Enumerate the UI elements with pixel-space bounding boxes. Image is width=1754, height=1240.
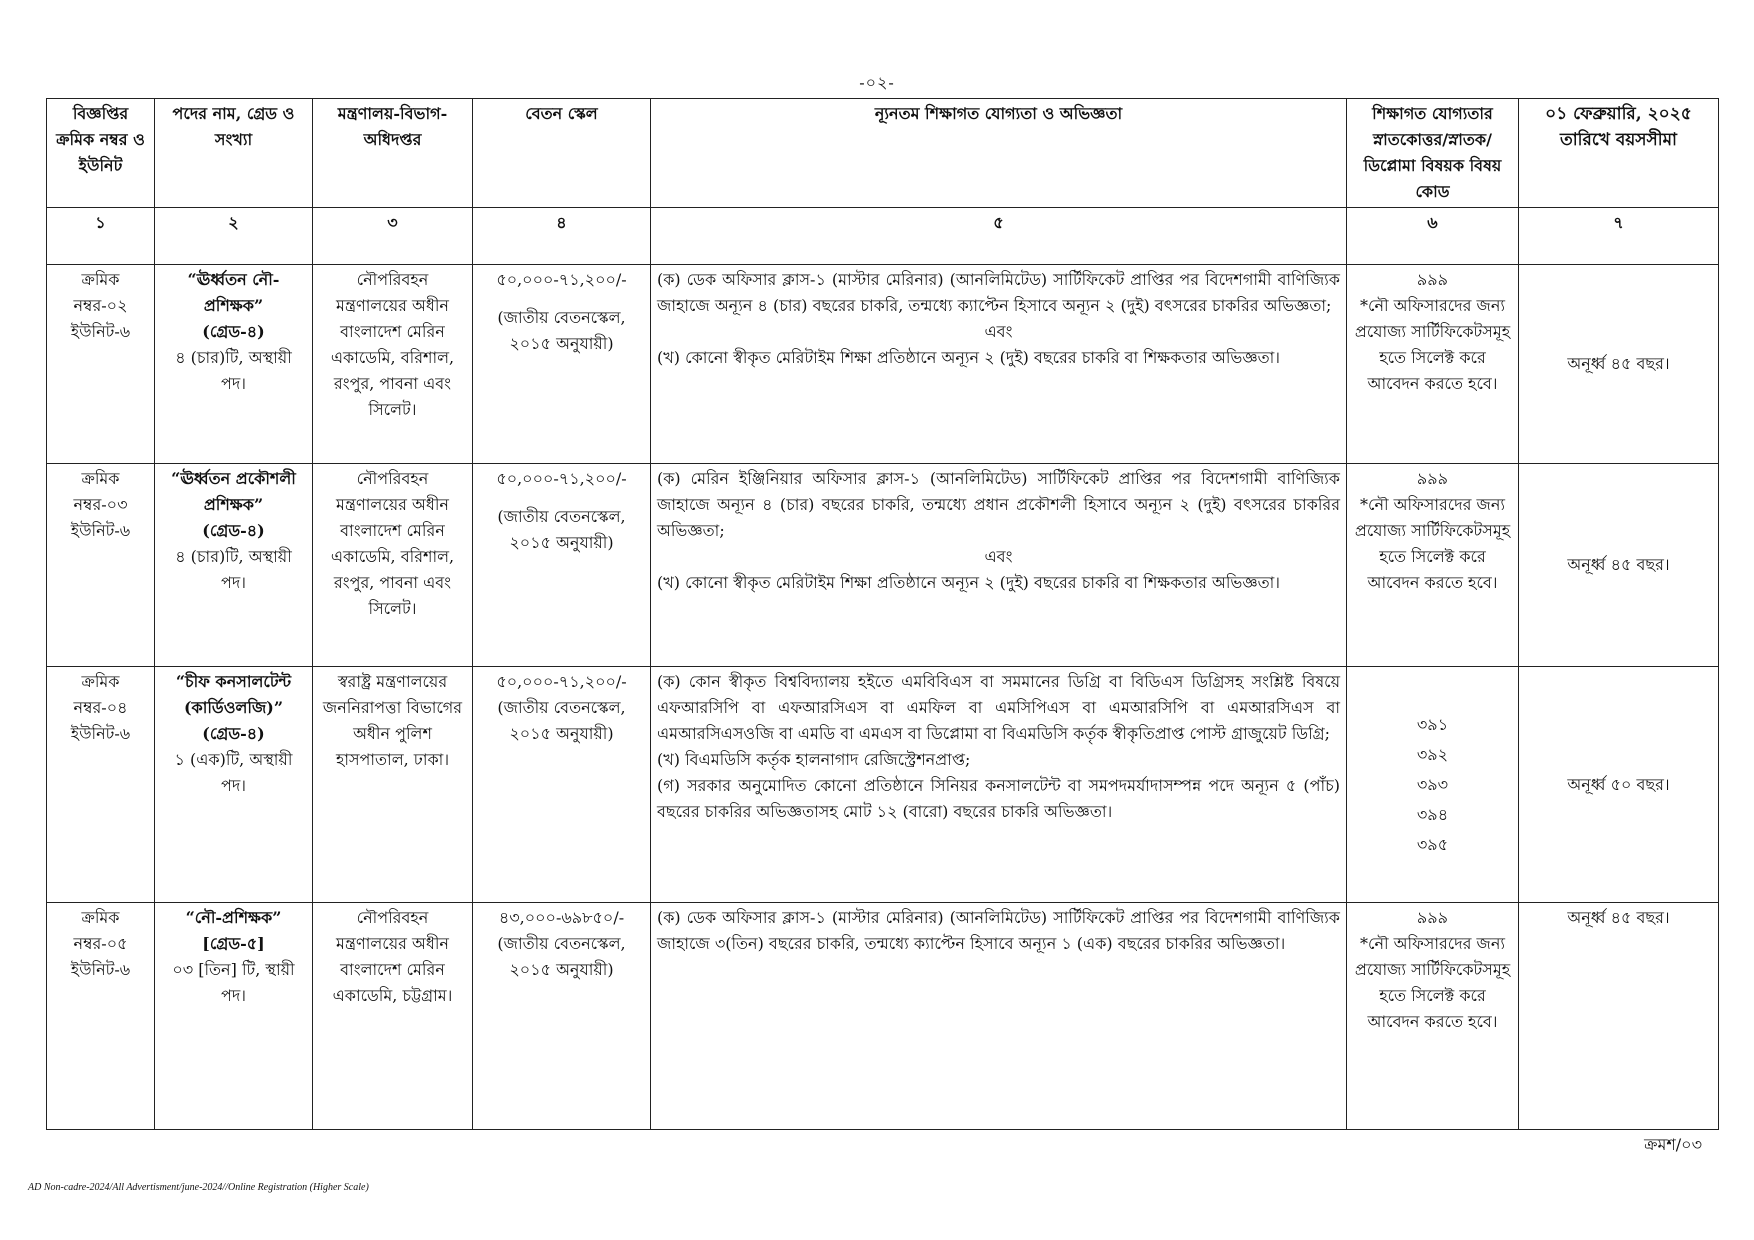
qualification-a: (ক) ডেক অফিসার ক্লাস-১ (মাস্টার মেরিনার) (আনলিমিটেড) সার্টিফিকেট প্রাপ্তির পর বিদেশগামী বাণিজ্যিক জাহাজে ৩(তিন) বছরের চাকরি, তন্মধ্যে ক্যাপ্টেন হিসাবে অন্যূন ১ (এক) বছরের চাকরির অভিজ্ঞতা।: [657, 908, 1340, 953]
subject-code: ৩৯২: [1416, 744, 1449, 764]
subject-code-note: *নৌ অফিসারদের জন্য প্রযোজ্য সার্টিফিকেটসমূহ হতে সিলেক্ট করে আবেদন করতে হবে।: [1354, 934, 1511, 1031]
header-post: পদের নাম, গ্রেড ও সংখ্যা: [155, 99, 313, 208]
column-number: ৪: [473, 208, 651, 265]
table-row: [47, 903, 1719, 1130]
qualification-b: (খ) কোনো স্বীকৃত মেরিটাইম শিক্ষা প্রতিষ্ঠানে অন্যূন ২ (দুই) বছরের চাকরি বা শিক্ষকতার অভিজ্ঞতা।: [657, 348, 1281, 367]
subject-code-cell: [1347, 667, 1519, 903]
subject-code-cell: [1347, 903, 1519, 1130]
qualification-and: এবং: [984, 547, 1013, 566]
post-cell: [155, 667, 313, 903]
header-qualification: ন্যূনতম শিক্ষাগত যোগ্যতা ও অভিজ্ঞতা: [651, 99, 1347, 208]
pay-cell: [473, 464, 651, 667]
age-limit-cell: অনূর্ধ্ব ৪৫ বছর।: [1519, 265, 1719, 464]
header-subject-code: শিক্ষাগত যোগ্যতার স্নাতকোত্তর/স্নাতক/ ডিপ্লোমা বিষয়ক বিষয় কোড: [1347, 99, 1519, 208]
post-title: “চীফ কনসালটেন্ট (কার্ডিওলজি)”: [175, 672, 292, 717]
qualification-c: (গ) সরকার অনুমোদিত কোনো প্রতিষ্ঠানে সিনিয়র কনসালটেন্ট বা সমপদমর্যাদাসম্পন্ন পদে অন্যূন ৫ (পাঁচ) বছরের চাকরির অভিজ্ঞতাসহ মোট ১২ (বারো) বছরের চাকরি অভিজ্ঞতা।: [657, 776, 1340, 821]
subject-code: ৩৯৪: [1416, 804, 1449, 824]
age-limit-cell: অনূর্ধ্ব ৪৫ বছর।: [1519, 903, 1719, 1130]
post-cell: [155, 265, 313, 464]
column-number: ১: [47, 208, 155, 265]
pay-note: (জাতীয় বেতনস্কেল, ২০১৫ অনুযায়ী): [497, 934, 626, 979]
subject-code: ৩৯৫: [1416, 834, 1449, 854]
column-number: ৫: [651, 208, 1347, 265]
qualification-cell: [651, 464, 1347, 667]
post-grade: (গ্রেড-৪): [202, 521, 265, 540]
column-number: ৩: [313, 208, 473, 265]
pay-note: (জাতীয় বেতনস্কেল, ২০১৫ অনুযায়ী): [497, 507, 626, 552]
subject-code: ৯৯৯: [1416, 469, 1449, 488]
qualification-a: (ক) কোন স্বীকৃত বিশ্ববিদ্যালয় হইতে এমবিবিএস বা সমমানের ডিগ্রি বা বিডিএস ডিগ্রিসহ সংশ্লিষ্ট বিষয়ে এফআরসিপি বা এফআরসিএস বা এমফিল বা এমসিপিএস বা এমআরসিপি বা এমআরসিএস বা এমআরসিএসওজি বা এমডি বা এমএস বা ডিপ্লোমা বা বিএমডিসি কর্তৃক স্বীকৃতিপ্রাপ্ত পোস্ট গ্রাজুয়েট ডিগ্রি;: [657, 672, 1340, 743]
subject-code: ৩৯১: [1416, 714, 1449, 734]
ministry-cell: নৌপরিবহন মন্ত্রণালয়ের অধীন বাংলাদেশ মেরিন একাডেমি, চট্টগ্রাম।: [313, 903, 473, 1130]
qualification-a: (ক) ডেক অফিসার ক্লাস-১ (মাস্টার মেরিনার) (আনলিমিটেড) সার্টিফিকেট প্রাপ্তির পর বিদেশগামী বাণিজ্যিক জাহাজে অন্যূন ৪ (চার) বছরের চাকরি, তন্মধ্যে ক্যাপ্টেন হিসাবে অন্যূন ২ (দুই) বৎসরের চাকরির অভিজ্ঞতা;: [657, 270, 1340, 315]
serial-cell: ক্রমিক নম্বর-০২ ইউনিট-৬: [47, 265, 155, 464]
post-count: ৪ (চার)টি, অস্থায়ী পদ।: [175, 547, 292, 592]
qualification-cell: [651, 903, 1347, 1130]
qualification-a: (ক) মেরিন ইঞ্জিনিয়ার অফিসার ক্লাস-১ (আনলিমিটেড) সার্টিফিকেট প্রাপ্তির পর বিদেশগামী বাণিজ্যিক জাহাজে অন্যূন ৪ (চার) বছরের চাকরি, তন্মধ্যে প্রধান প্রকৌশলী হিসাবে অন্যূন ২ (দুই) বৎসরের চাকরির অভিজ্ঞতা;: [657, 469, 1340, 540]
serial-cell: ক্রমিক নম্বর-০৩ ইউনিট-৬: [47, 464, 155, 667]
post-grade: [গ্রেড-৫]: [202, 934, 265, 953]
post-count: ০৩ [তিন] টি, স্থায়ী পদ।: [172, 960, 295, 1005]
page-number: -০২-: [859, 73, 895, 92]
header-age-limit: ০১ ফেব্রুয়ারি, ২০২৫ তারিখে বয়সসীমা: [1519, 99, 1719, 208]
pay-scale: ৫০,০০০-৭১,২০০/-: [496, 469, 627, 488]
footer-path: AD Non-cadre-2024/All Advertisment/june-2024//Online Registration (Higher Scale): [28, 1182, 369, 1193]
qualification-cell: [651, 667, 1347, 903]
serial-cell: ক্রমিক নম্বর-০৪ ইউনিট-৬: [47, 667, 155, 903]
pay-scale: ৪৩,০০০-৬৯৮৫০/-: [498, 908, 625, 927]
column-number: ৬: [1347, 208, 1519, 265]
column-number: ৭: [1519, 208, 1719, 265]
post-title: “নৌ-প্রশিক্ষক”: [185, 908, 282, 927]
post-title: “ঊর্ধ্বতন প্রকৌশলী প্রশিক্ষক”: [171, 469, 296, 514]
post-grade: (গ্রেড-৪): [202, 322, 265, 341]
table-row: [47, 667, 1719, 903]
subject-code-note: *নৌ অফিসারদের জন্য প্রযোজ্য সার্টিফিকেটসমূহ হতে সিলেক্ট করে আবেদন করতে হবে।: [1354, 495, 1511, 592]
pay-cell: [473, 903, 651, 1130]
pay-note: (জাতীয় বেতনস্কেল, ২০১৫ অনুযায়ী): [497, 698, 626, 743]
subject-code-cell: [1347, 265, 1519, 464]
qualification-b: (খ) কোনো স্বীকৃত মেরিটাইম শিক্ষা প্রতিষ্ঠানে অন্যূন ২ (দুই) বছরের চাকরি বা শিক্ষকতার অভিজ্ঞতা।: [657, 573, 1281, 592]
subject-code: ৩৯৩: [1416, 774, 1449, 794]
qualification-b: (খ) বিএমডিসি কর্তৃক হালনাগাদ রেজিস্ট্রেশনপ্রাপ্ত;: [657, 750, 971, 769]
subject-code: ৯৯৯: [1416, 270, 1449, 289]
age-limit-cell: অনূর্ধ্ব ৪৫ বছর।: [1519, 464, 1719, 667]
post-count: ১ (এক)টি, অস্থায়ী পদ।: [174, 750, 293, 795]
header-serial: বিজ্ঞপ্তির ক্রমিক নম্বর ও ইউনিট: [47, 99, 155, 208]
header-pay-scale: বেতন স্কেল: [473, 99, 651, 208]
pay-scale: ৫০,০০০-৭১,২০০/-: [496, 270, 627, 289]
pay-cell: [473, 667, 651, 903]
post-cell: [155, 903, 313, 1130]
subject-code: ৯৯৯: [1416, 908, 1449, 927]
continued-label: ক্রমশ/০৩: [1644, 1135, 1702, 1154]
qualification-cell: [651, 265, 1347, 464]
ministry-cell: নৌপরিবহন মন্ত্রণালয়ের অধীন বাংলাদেশ মেরিন একাডেমি, বরিশাল, রংপুর, পাবনা এবং সিলেট।: [313, 265, 473, 464]
header-row: [47, 99, 1719, 208]
pay-cell: [473, 265, 651, 464]
post-grade: (গ্রেড-৪): [202, 724, 265, 743]
subject-code-cell: [1347, 464, 1519, 667]
table-row: [47, 464, 1719, 667]
header-ministry: মন্ত্রণালয়-বিভাগ-অধিদপ্তর: [313, 99, 473, 208]
pay-scale: ৫০,০০০-৭১,২০০/-: [496, 672, 627, 691]
serial-cell: ক্রমিক নম্বর-০৫ ইউনিট-৬: [47, 903, 155, 1130]
column-number: ২: [155, 208, 313, 265]
subject-code-note: *নৌ অফিসারদের জন্য প্রযোজ্য সার্টিফিকেটসমূহ হতে সিলেক্ট করে আবেদন করতে হবে।: [1354, 296, 1511, 393]
qualification-and: এবং: [984, 322, 1013, 341]
age-limit-cell: অনূর্ধ্ব ৫০ বছর।: [1519, 667, 1719, 903]
ministry-cell: স্বরাষ্ট্র মন্ত্রণালয়ের জননিরাপত্তা বিভাগের অধীন পুলিশ হাসপাতাল, ঢাকা।: [313, 667, 473, 903]
table-row: [47, 265, 1719, 464]
vacancy-table: [46, 98, 1719, 1130]
pay-note: (জাতীয় বেতনস্কেল, ২০১৫ অনুযায়ী): [497, 308, 626, 353]
column-number-row: [47, 208, 1719, 265]
ministry-cell: নৌপরিবহন মন্ত্রণালয়ের অধীন বাংলাদেশ মেরিন একাডেমি, বরিশাল, রংপুর, পাবনা এবং সিলেট।: [313, 464, 473, 667]
post-cell: [155, 464, 313, 667]
post-count: ৪ (চার)টি, অস্থায়ী পদ।: [175, 348, 292, 393]
post-title: “ঊর্ধ্বতন নৌ-প্রশিক্ষক”: [187, 270, 280, 315]
